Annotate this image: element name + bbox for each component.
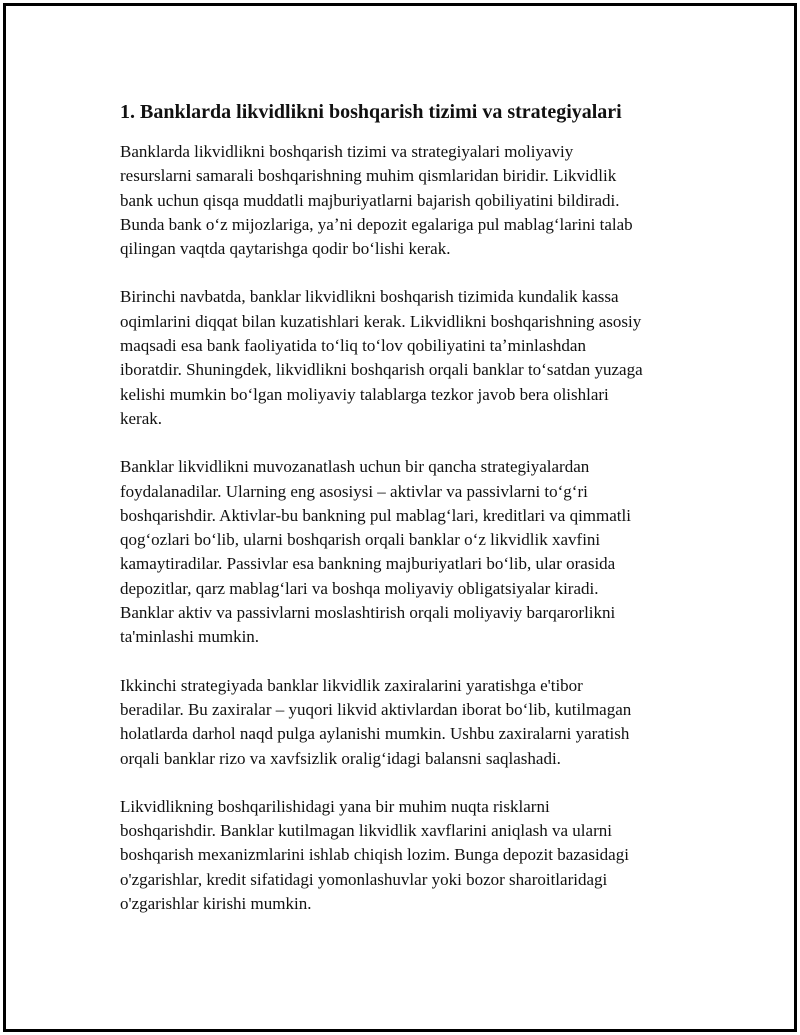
paragraph-1 (120, 140, 700, 261)
text-line: foydalanadilar. Ularning eng asosiysi – aktivlar va passivlarni toʻgʻri (120, 481, 588, 501)
paragraph-5 (120, 795, 700, 916)
text-line: kamaytiradilar. Passivlar esa bankning majburiyatlari boʻlib, ular orasida (120, 554, 616, 574)
text-line: oqimlarini diqqat bilan kuzatishlari kerak. Likvidlikni boshqarishning asosiy (120, 311, 642, 331)
text-line: iboratdir. Shuningdek, likvidlikni boshqarish orqali banklar toʻsatdan yuzaga (120, 360, 643, 380)
text-line: Ikkinchi strategiyada banklar likvidlik zaxiralarini yaratishga e'tibor (120, 675, 583, 695)
text-line: kerak. (120, 408, 163, 428)
document-body (120, 98, 700, 940)
text-line: resurslarni samarali boshqarishning muhim qismlaridan biridir. Likvidlik (120, 166, 617, 186)
paragraph-4 (120, 674, 700, 771)
document-page (3, 3, 797, 1032)
text-line: kelishi mumkin boʻlgan moliyaviy talablarga tezkor javob bera olishlari (120, 384, 609, 404)
text-line: Banklar aktiv va passivlarni moslashtirish orqali moliyaviy barqarorlikni (120, 603, 616, 623)
paragraph-2 (120, 285, 700, 431)
text-line: boshqarishdir. Banklar kutilmagan likvidlik xavflarini aniqlash va ularni (120, 821, 612, 841)
text-line: qilingan vaqtda qaytarishga qodir boʻlishi kerak. (120, 239, 451, 259)
document-title: 1. Banklarda likvidlikni boshqarish tizimi va strategiyalari (120, 101, 622, 123)
text-line: o'zgarishlar, kredit sifatidagi yomonlashuvlar yoki bozor sharoitlaridagi (120, 869, 608, 889)
paragraph-3 (120, 455, 700, 649)
text-line: Likvidlikning boshqarilishidagi yana bir muhim nuqta risklarni (120, 796, 550, 816)
text-line: Bunda bank oʻz mijozlariga, yaʼni depozit egalariga pul mablagʻlarini talab (120, 214, 633, 234)
text-line: Banklarda likvidlikni boshqarish tizimi va strategiyalari moliyaviy (120, 142, 574, 161)
text-line: ta'minlashi mumkin. (120, 627, 260, 647)
text-line: boshqarishdir. Aktivlar-bu bankning pul mablagʻlari, kreditlari va qimmatli (120, 505, 631, 525)
text-line: bank uchun qisqa muddatli majburiyatlarni bajarish qobiliyatini bildiradi. (120, 190, 620, 210)
text-line: beradilar. Bu zaxiralar – yuqori likvid aktivlardan iborat boʻlib, kutilmagan (120, 699, 632, 719)
text-line: orqali banklar rizo va xavfsizlik oraligʻidagi balansni saqlashadi. (120, 748, 561, 768)
text-line: qogʻozlari boʻlib, ularni boshqarish orqali banklar oʻz likvidlik xavfini (120, 530, 601, 550)
text-line: boshqarish mexanizmlarini ishlab chiqish lozim. Bunga depozit bazasidagi (120, 845, 629, 865)
text-line: maqsadi esa bank faoliyatida toʻliq toʻlov qobiliyatini taʼminlashdan (120, 336, 586, 356)
text-line: o'zgarishlar kirishi mumkin. (120, 894, 312, 914)
text-line: depozitlar, qarz mablagʻlari va boshqa moliyaviy obligatsiyalar kiradi. (120, 578, 599, 598)
text-line: Banklar likvidlikni muvozanatlash uchun bir qancha strategiyalardan (120, 457, 590, 477)
text-line: holatlarda darhol naqd pulga aylanishi mumkin. Ushbu zaxiralarni yaratish (120, 724, 630, 744)
text-line: Birinchi navbatda, banklar likvidlikni boshqarish tizimida kundalik kassa (120, 287, 619, 307)
